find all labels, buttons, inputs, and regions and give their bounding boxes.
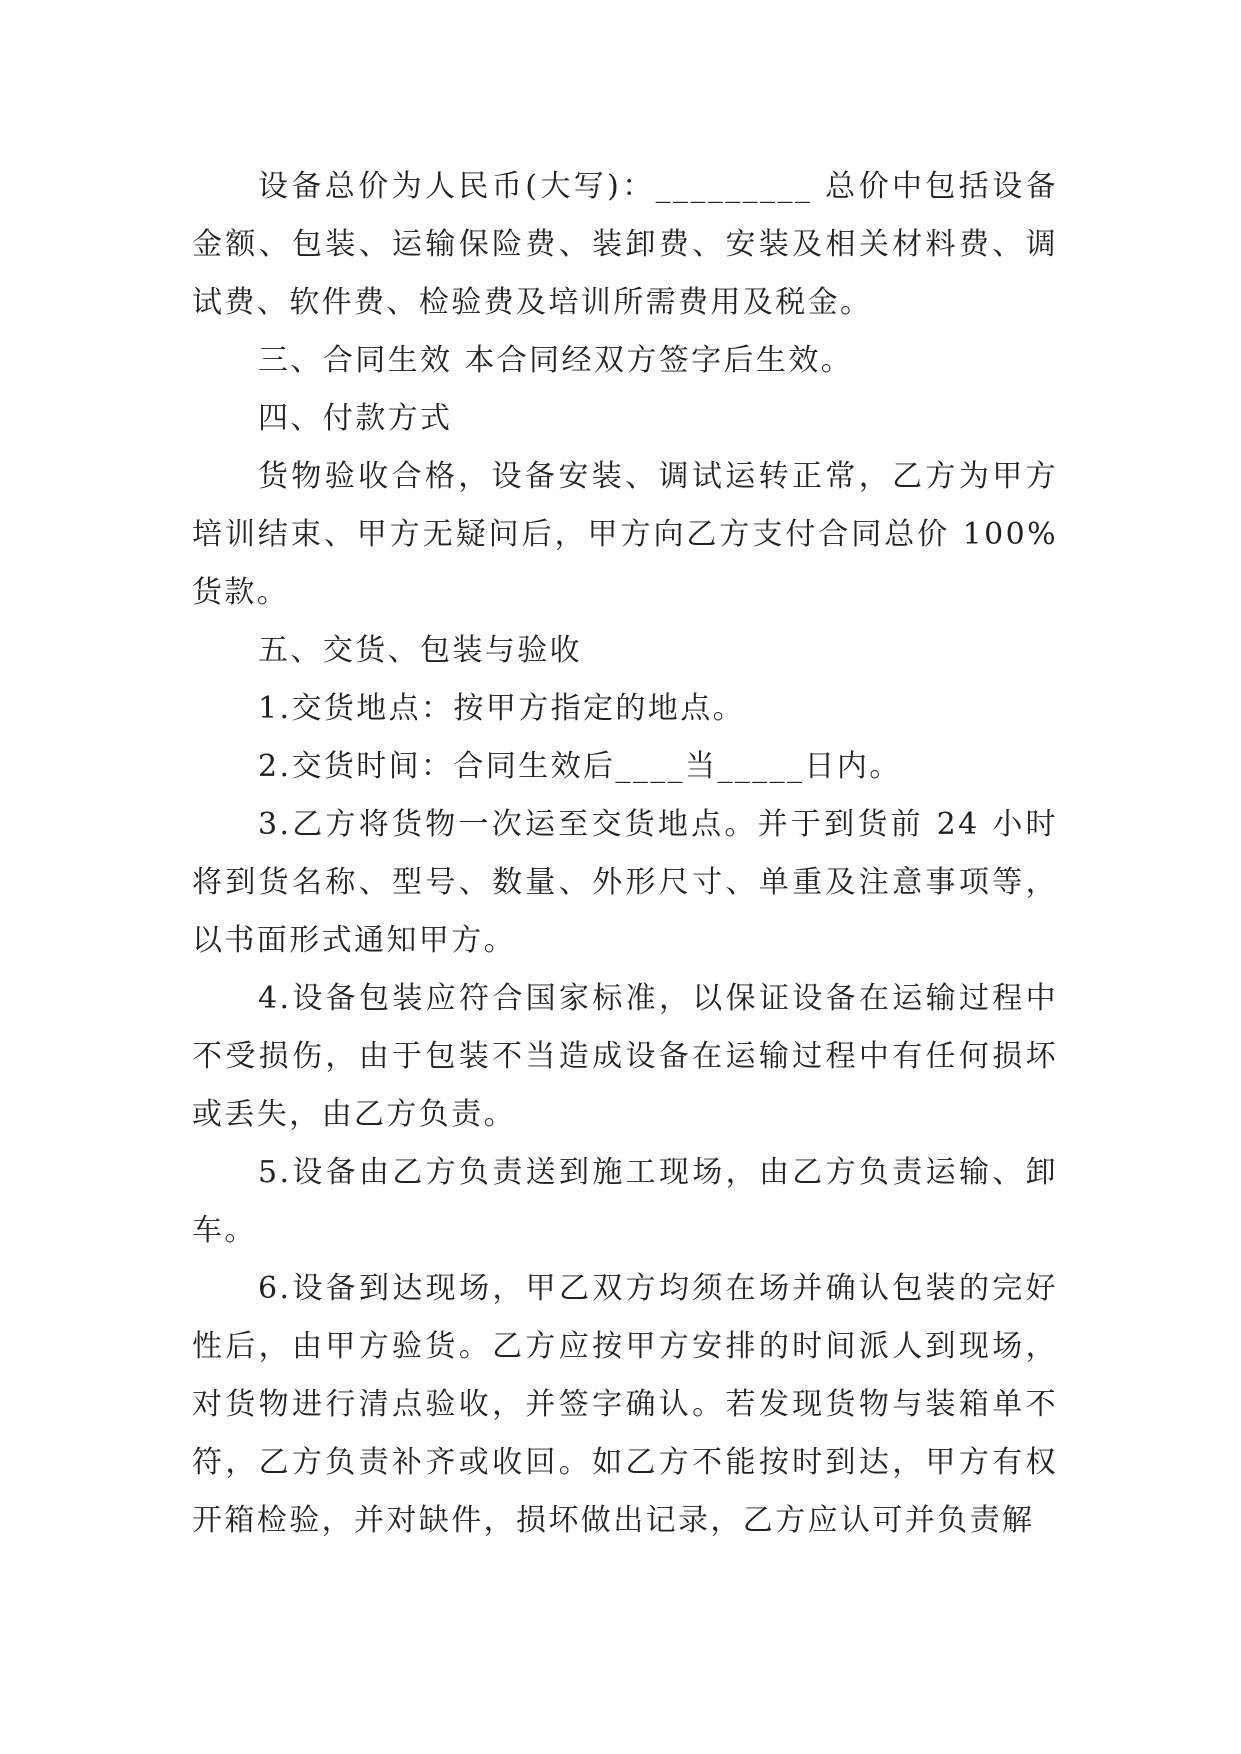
heading-payment-method: 四、付款方式 (258, 401, 453, 436)
paragraph-delivery-location: 1.交货地点：按甲方指定的地点。 (258, 691, 746, 726)
paragraph-payment-terms: 货物验收合格，设备安装、调试运转正常，乙方为甲方培训结束、甲方无疑问后，甲方向乙方支付合同总价 100%货款。 (192, 459, 1058, 610)
paragraph-contract-effective: 三、合同生效 本合同经双方签字后生效。 (258, 343, 854, 378)
paragraph-packaging-standard: 4.设备包装应符合国家标准，以保证设备在运输过程中不受损伤，由于包装不当造成设备在运输过程中有任何损坏或丢失，由乙方负责。 (192, 981, 1058, 1132)
paragraph-onsite-inspection: 6.设备到达现场，甲乙双方均须在场并确认包装的完好性后，由甲方验货。乙方应按甲方安排的时间派人到现场，对货物进行清点验收，并签字确认。若发现货物与装箱单不符，乙方负责补齐或收回。如乙方不能按时到达，甲方有权开箱检验，并对缺件，损坏做出记录，乙方应认可并负责解 (192, 1271, 1058, 1538)
heading-delivery-packaging-acceptance: 五、交货、包装与验收 (258, 633, 582, 668)
document-body (192, 158, 1058, 1550)
paragraph-transport-unloading: 5.设备由乙方负责送到施工现场，由乙方负责运输、卸车。 (192, 1155, 1058, 1248)
paragraph-delivery-time: 2.交货时间：合同生效后____当_____日内。 (258, 749, 902, 784)
paragraph-total-price: 设备总价为人民币(大写)：_________ 总价中包括设备金额、包装、运输保险费、装卸费、安装及相关材料费、调试费、软件费、检验费及培训所需费用及税金。 (192, 169, 1058, 320)
paragraph-shipment-notice: 3.乙方将货物一次运至交货地点。并于到货前 24 小时将到货名称、型号、数量、外形尺寸、单重及注意事项等，以书面形式通知甲方。 (192, 807, 1058, 958)
